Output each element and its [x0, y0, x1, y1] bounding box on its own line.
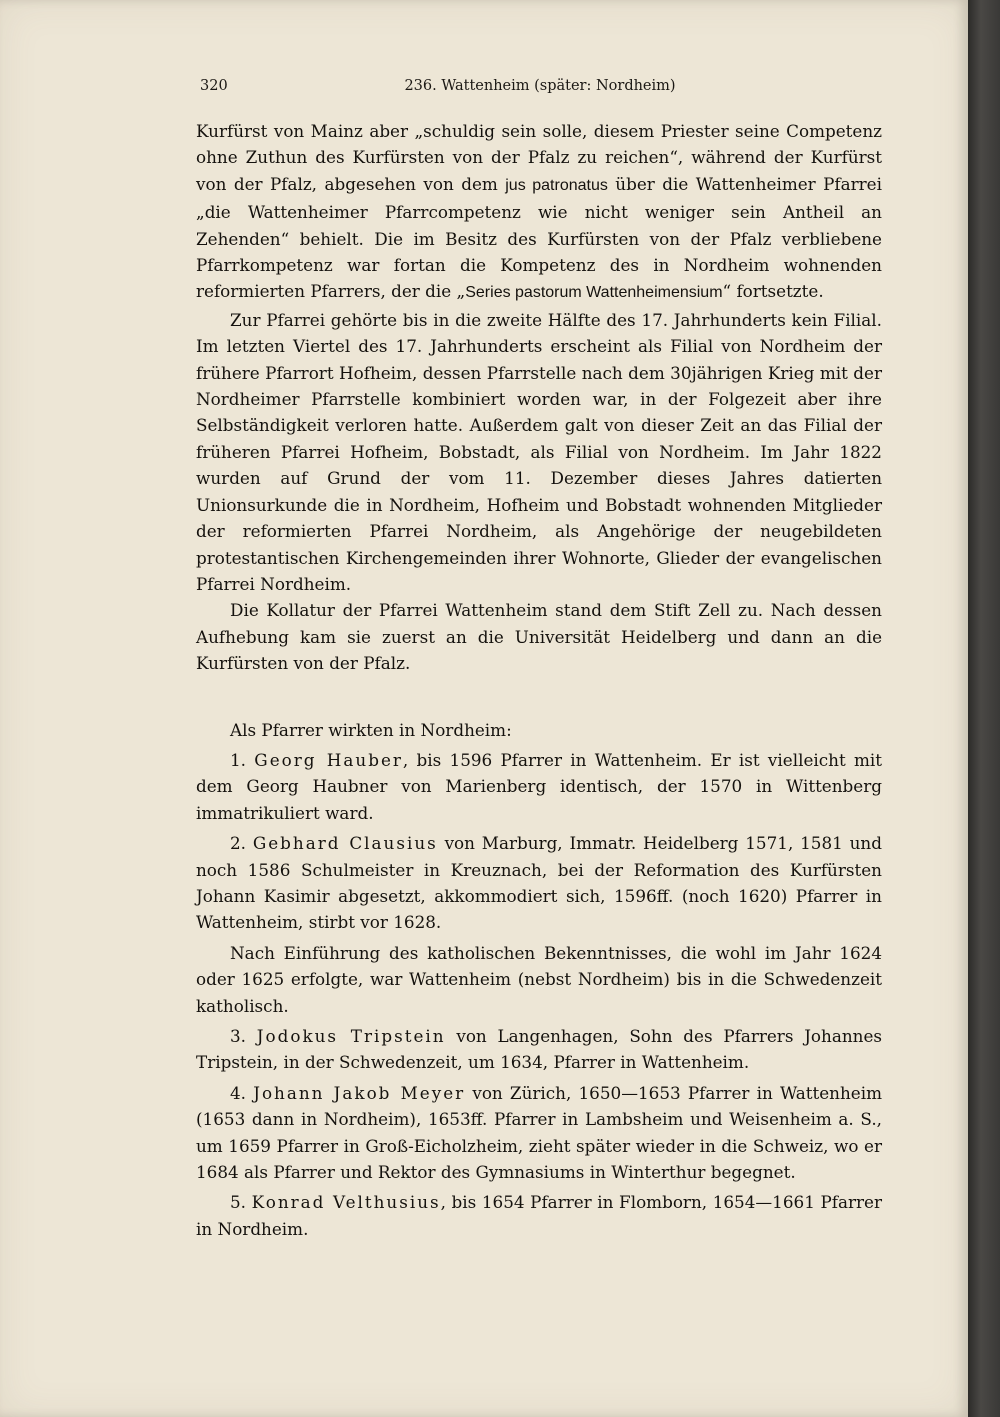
pastor-name: Johann Jakob Meyer	[253, 1082, 466, 1103]
pastor-name: Jodokus Tripstein	[256, 1026, 446, 1046]
pastor-entry-5: 5. Konrad Velthusius, bis 1654 Pfarrer in Flomborn, 1654—1661 Pfarrer in Nordheim.	[196, 1192, 882, 1239]
paragraph-1: Kurfürst von Mainz aber „schuldig sein solle, diesem Priester seine Competenz ohne Zuthun des Kurfürsten von der Pfalz zu reichen“, während der Kurfürst von der Pfalz, abgesehen von dem jus patronatus über die Wattenheimer Pfarrei „die Wattenheimer Pfarrcompetenz wie nicht weniger sein Antheil an Zehenden“ behielt. Die im Besitz des Kurfürsten von der Pfalz verbliebene Pfarrkompetenz war fortan die Kompetenz des in Nordheim wohnenden reformierten Pfarrers, der die „Series pastorum Wattenheimensium“ fortsetzte.	[196, 121, 882, 302]
interlude-paragraph: Nach Einführung des katholischen Bekenntnisses, die wohl im Jahr 1624 oder 1625 erfolgte, war Wattenheim (nebst Nordheim) bis in die Schwedenzeit katholisch.	[196, 942, 882, 1016]
paragraph-3: Die Kollatur der Pfarrei Wattenheim stand dem Stift Zell zu. Nach dessen Aufhebung kam sie zuerst an die Universität Heidelberg und dann an die Kurfürsten von der Pfalz.	[196, 600, 882, 674]
latin-phrase: Series pastorum Wattenheimensium	[465, 284, 723, 302]
page-number: 320	[200, 78, 228, 94]
page-header	[200, 78, 880, 102]
section-spacer	[196, 677, 882, 717]
pastor-name: Georg Hauber	[254, 749, 403, 770]
body-text	[196, 118, 882, 1242]
running-title: 236. Wattenheim (später: Nordheim)	[404, 78, 676, 94]
latin-phrase: jus patronatus	[505, 176, 608, 194]
pastor-entry-4: 4. Johann Jakob Meyer von Zürich, 1650—1653 Pfarrer in Wattenheim (1653 dann in Nordheim), 1653ff. Pfarrer in Lambsheim und Weisenheim a. S., um 1659 Pfarrer in Groß-Eicholzheim, zieht später wieder in die Schweiz, wo er 1684 als Pfarrer und Rektor des Gymnasiums in Winterthur begegnet.	[196, 1082, 882, 1183]
page-binding-edge	[968, 0, 1000, 1417]
pastor-entry-1: 1. Georg Hauber, bis 1596 Pfarrer in Wattenheim. Er ist vielleicht mit dem Georg Haubner von Marienberg identisch, der 1570 in Wittenberg immatrikuliert ward.	[196, 749, 882, 823]
pastor-entry-3: 3. Jodokus Tripstein von Langenhagen, Sohn des Pfarrers Johannes Tripstein, in der Schwedenzeit, um 1634, Pfarrer in Wattenheim.	[196, 1026, 882, 1073]
pastor-name: Konrad Velthusius	[251, 1192, 441, 1213]
list-intro: Als Pfarrer wirkten in Nordheim:	[230, 719, 512, 740]
pastor-entry-2: 2. Gebhard Clausius von Marburg, Immatr. Heidelberg 1571, 1581 und noch 1586 Schulmeister in Kreuznach, bei der Reformation des Kurfürsten Johann Kasimir abgesetzt, akkommodiert sich, 1596ff. (noch 1620) Pfarrer in Wattenheim, stirbt vor 1628.	[196, 833, 882, 933]
pastor-name: Gebhard Clausius	[252, 833, 438, 854]
paragraph-2: Zur Pfarrei gehörte bis in die zweite Hälfte des 17. Jahrhunderts kein Filial. Im letzten Viertel des 17. Jahrhunderts erscheint als Filial von Nordheim der frühere Pfarrort Hofheim, dessen Pfarrstelle nach dem 30jährigen Krieg mit der Nordheimer Pfarrstelle kombiniert worden war, in der Folgezeit aber ihre Selbständigkeit verloren hatte. Außerdem galt von dieser Zeit an das Filial der früheren Pfarrei Hofheim, Bobstadt, als Filial von Nordheim. Im Jahr 1822 wurden auf Grund der vom 11. Dezember dieses Jahres datierten Unionsurkunde die in Nordheim, Hofheim und Bobstadt wohnenden Mitglieder der reformierten Pfarrei Nordheim, als Angehörige der neugebildeten protestantischen Kirchengemeinden ihrer Wohnorte, Glieder der evangelischen Pfarrei Nordheim.	[196, 309, 882, 594]
